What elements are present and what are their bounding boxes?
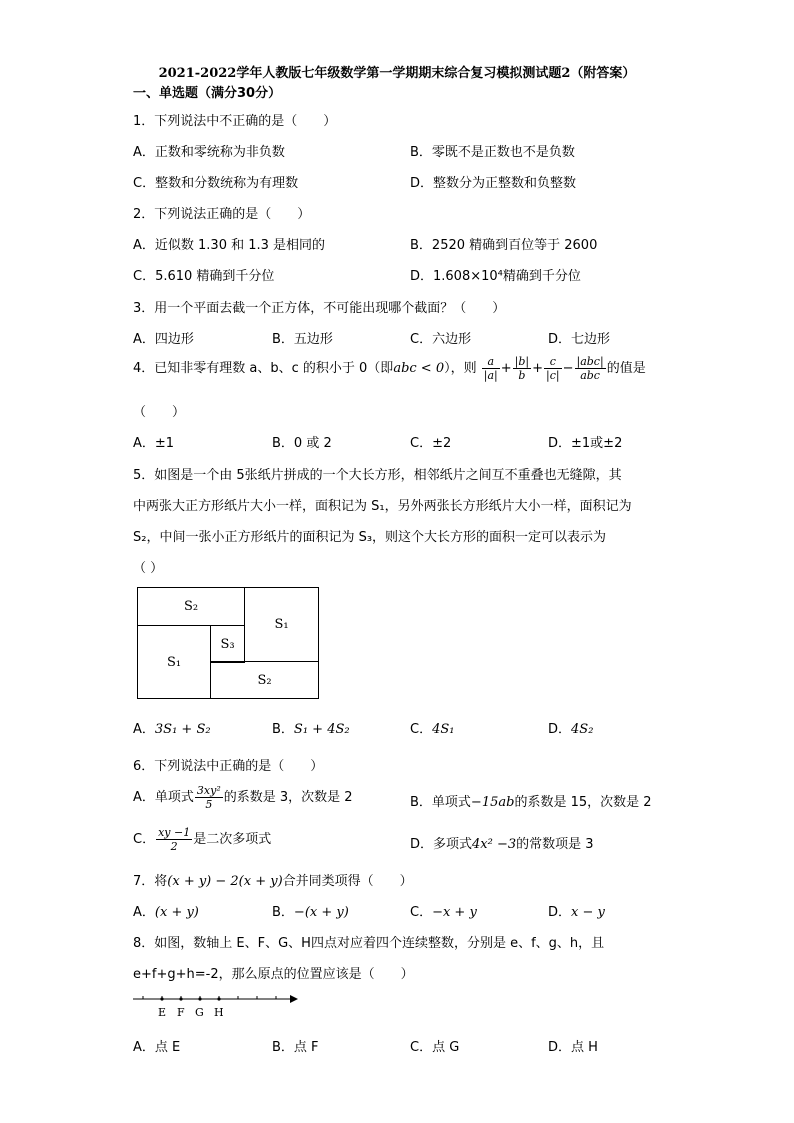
q3-option-b: B．五边形 [272,332,333,347]
point-g [198,997,201,1000]
q2-option-d: D．1.608×10⁴精确到千分位 [410,269,581,284]
label-g: G [195,1006,204,1019]
q4-fraction-c: $\frac{c}{|c|}$ [546,355,560,382]
q4-option-a: A．±1 [133,436,175,451]
q7-stem: 7．将(x + y) − 2(x + y)合并同类项得（ ） [133,874,413,889]
page-title: 2021-2022学年人教版七年级数学第一学期期末综合复习模拟测试题2（附答案） [158,66,636,81]
point-e [160,997,163,1000]
q5-line-2: 中两张大正方形纸片大小一样，面积记为 S₁，另外两张长方形纸片大小一样，面积记为 [133,499,632,514]
q4-option-d: D．±1或±2 [548,436,623,451]
label-f: F [177,1006,185,1019]
q2-option-a: A．近似数 1.30 和 1.3 是相同的 [133,238,326,253]
q2-stem: 2．下列说法正确的是（ ） [133,207,311,222]
section-heading: 一、单选题（满分30分） [133,86,282,101]
q5-option-b: B．S₁ + 4S₂ [272,722,350,737]
q5-option-d: D．4S₂ [548,722,594,737]
q4-fraction-b: $\frac{|b|}{b}$ [514,355,530,382]
q1-option-c: C．整数和分数统称为有理数 [133,176,299,191]
q2-option-c: C．5.610 精确到千分位 [133,269,275,284]
q1-option-b: B．零既不是正数也不是负数 [410,145,575,160]
q7-option-d: D．x − y [548,905,605,920]
tile-s2-bottom: S₂ [210,661,319,699]
q4-condition: abc < 0 [393,361,445,376]
q4-option-b: B．0 或 2 [272,436,332,451]
q4-fraction-a: $\frac{a}{|a|}$ [483,355,498,382]
point-h [217,997,220,1000]
q6-stem: 6．下列说法中正确的是（ ） [133,759,324,774]
q7-option-c: C．−x + y [410,905,477,920]
q3-option-a: A．四边形 [133,332,194,347]
q4-stem-pre: 4．已知非零有理数 a、b、c 的积小于 0（即 [133,361,394,376]
q4-paren: （ ） [133,405,186,420]
q3-stem: 3．用一个平面去截一个正方体，不可能出现哪个截面？（ ） [133,301,506,316]
q4-stem-mid: ），则 [444,361,477,376]
tile-s3-center: S₃ [210,625,245,663]
q5-line-1: 5．如图是一个由 5张纸片拼成的一个大长方形，相邻纸片之间互不重叠也无缝隙，其 [133,468,622,483]
q8-option-a: A．点 E [133,1040,181,1055]
q1-stem: 1．下列说法中不正确的是（ ） [133,114,337,129]
q4-stem: 4．已知非零有理数 a、b、c 的积小于 0（即abc < 0），则 $\frac{a}{|a|}$ + $\frac{|b|}{b}$ + $\frac{c}{|c|}$ − $\frac{\text{|abc|}}{\text{abc}}$ 的值是 [133,355,646,382]
q5-line-3: S₂，中间一张小正方形纸片的面积记为 S₃，则这个大长方形的面积一定可以表示为 [133,530,607,545]
rectangle-tiling-diagram [137,587,319,699]
q4-option-c: C．±2 [410,436,452,451]
q8-option-c: C．点 G [410,1040,460,1055]
point-f [179,997,182,1000]
q5-option-c: C．4S₁ [410,722,455,737]
q2-option-b: B．2520 精确到百位等于 2600 [410,238,598,253]
label-e: E [158,1006,167,1019]
q6-option-c: C． $\frac{xy -1}{2}$ 是二次多项式 [133,826,272,853]
tile-s1-right: S₁ [244,587,319,662]
tile-s1-left: S₁ [137,625,211,699]
number-line [133,990,298,1024]
q6-option-a: A．单项式 $\frac{\text{3xy²}}{5}$ 的系数是 3，次数是 2 [133,784,353,811]
q5-paren: （ ） [133,561,164,576]
q6-option-d: D．多项式4x² −3的常数项是 3 [410,837,594,852]
q8-option-b: B．点 F [272,1040,319,1055]
q8-line-1: 8．如图，数轴上 E、F、G、H四点对应着四个连续整数，分别是 e、f、g、h，且 [133,936,605,951]
q1-option-d: D．整数分为正整数和负整数 [410,176,577,191]
q4-stem-post: 的值是 [606,361,646,376]
q7-option-a: A．(x + y) [133,905,199,920]
q6-option-b: B．单项式−15ab的系数是 15，次数是 2 [410,795,652,810]
q5-option-a: A．3S₁ + S₂ [133,722,211,737]
q4-fraction-abc: $\frac{\text{|abc|}}{\text{abc}}$ [576,355,604,382]
q8-option-d: D．点 H [548,1040,598,1055]
number-line-axis [133,990,298,1006]
q8-line-2: e+f+g+h=-2，那么原点的位置应该是（ ） [133,967,414,982]
q7-option-b: B．−(x + y) [272,905,349,920]
q3-option-d: D．七边形 [548,332,611,347]
q1-option-a: A．正数和零统称为非负数 [133,145,285,160]
tile-s2-top: S₂ [137,587,245,626]
label-h: H [214,1006,224,1019]
q3-option-c: C．六边形 [410,332,472,347]
